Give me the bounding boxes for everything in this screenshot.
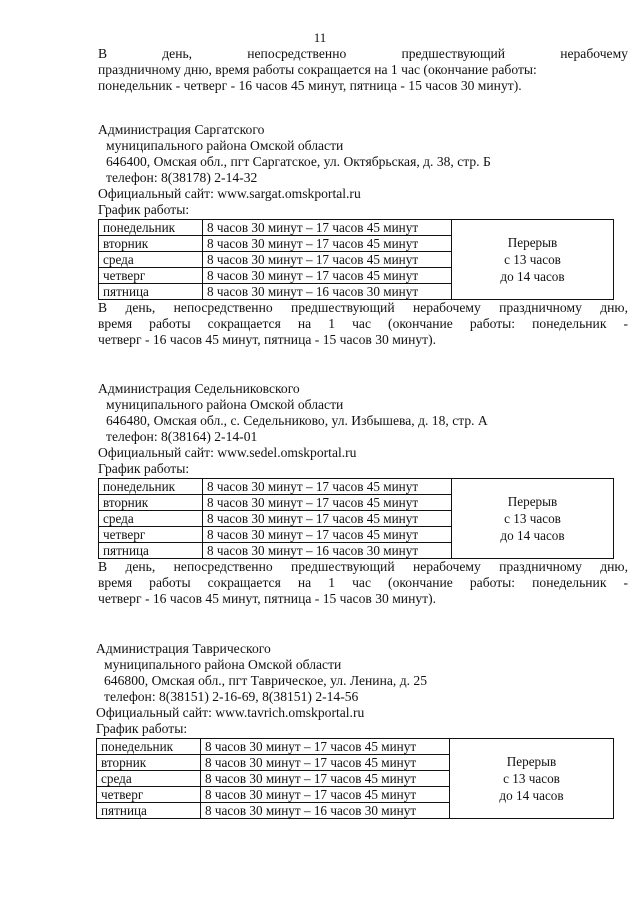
section-sargat	[98, 122, 628, 348]
schedule-label: График работы:	[96, 721, 188, 736]
schedule-label: График работы:	[98, 461, 190, 476]
intro-line-2: праздничному дню, время работы сокращается на 1 час (окончание работы:	[98, 62, 537, 77]
hours-cell: 8 часов 30 минут – 17 часов 45 минут	[201, 755, 450, 771]
break-end: до 14 часов	[499, 788, 564, 803]
hours-cell: 8 часов 30 минут – 16 часов 30 минут	[203, 543, 452, 559]
section-sedel	[98, 381, 628, 607]
break-cell	[450, 739, 614, 819]
break-end: до 14 часов	[500, 269, 565, 284]
hours-cell: 8 часов 30 минут – 17 часов 45 минут	[201, 787, 450, 803]
break-end: до 14 часов	[500, 528, 565, 543]
section-site: Официальный сайт: www.tavrich.omskportal.ru	[96, 705, 365, 720]
note-line: В день, непосредственно предшествующий нерабочему праздничному дню,	[98, 300, 628, 315]
section-name: Администрация Саргатского	[98, 122, 265, 137]
hours-cell: 8 часов 30 минут – 16 часов 30 минут	[203, 284, 452, 300]
break-start: с 13 часов	[504, 511, 561, 526]
intro-word: день,	[162, 46, 193, 61]
intro-line-3: понедельник - четверг - 16 часов 45 минут, пятница - 15 часов 30 минут).	[98, 78, 522, 93]
day-cell: понедельник	[99, 220, 203, 236]
day-cell: пятница	[97, 803, 201, 819]
table-row	[99, 220, 614, 236]
hours-cell: 8 часов 30 минут – 17 часов 45 минут	[203, 511, 452, 527]
break-start: с 13 часов	[503, 771, 560, 786]
break-title: Перерыв	[506, 754, 557, 769]
section-phone: телефон: 8(38164) 2-14-01	[106, 429, 258, 444]
section-district: муниципального района Омской области	[106, 138, 344, 153]
hours-cell: 8 часов 30 минут – 17 часов 45 минут	[201, 771, 450, 787]
section-address: 646800, Омская обл., пгт Таврическое, ул. Ленина, д. 25	[104, 673, 427, 688]
break-cell	[452, 479, 614, 559]
day-cell: понедельник	[99, 479, 203, 495]
section-site: Официальный сайт: www.sedel.omskportal.ru	[98, 445, 357, 460]
section-phone: телефон: 8(38178) 2-14-32	[106, 170, 258, 185]
break-title: Перерыв	[507, 494, 558, 509]
page-number: 11	[313, 30, 327, 45]
day-cell: вторник	[97, 755, 201, 771]
section-tavrich	[96, 641, 626, 819]
section-address: 646400, Омская обл., пгт Саргатское, ул. Октябрьская, д. 38, стр. Б	[106, 154, 491, 169]
break-cell	[452, 220, 614, 300]
hours-cell: 8 часов 30 минут – 16 часов 30 минут	[201, 803, 450, 819]
hours-cell: 8 часов 30 минут – 17 часов 45 минут	[203, 252, 452, 268]
schedule-table	[96, 738, 614, 819]
note-line: время работы сокращается на 1 час (окончание работы: понедельник -	[98, 575, 628, 590]
table-row	[99, 479, 614, 495]
schedule-label: График работы:	[98, 202, 190, 217]
section-site: Официальный сайт: www.sargat.omskportal.ru	[98, 186, 361, 201]
intro-word: нерабочему	[560, 46, 628, 61]
section-phone: телефон: 8(38151) 2-16-69, 8(38151) 2-14-56	[104, 689, 359, 704]
day-cell: вторник	[99, 495, 203, 511]
hours-cell: 8 часов 30 минут – 17 часов 45 минут	[203, 527, 452, 543]
note-line: время работы сокращается на 1 час (окончание работы: понедельник -	[98, 316, 628, 331]
section-district: муниципального района Омской области	[104, 657, 342, 672]
day-cell: вторник	[99, 236, 203, 252]
intro-line-1	[98, 46, 628, 62]
hours-cell: 8 часов 30 минут – 17 часов 45 минут	[203, 268, 452, 284]
section-name: Администрация Седельниковского	[98, 381, 300, 396]
day-cell: четверг	[97, 787, 201, 803]
section-name: Администрация Таврического	[96, 641, 271, 656]
day-cell: среда	[99, 252, 203, 268]
day-cell: четверг	[99, 527, 203, 543]
day-cell: пятница	[99, 284, 203, 300]
day-cell: среда	[99, 511, 203, 527]
hours-cell: 8 часов 30 минут – 17 часов 45 минут	[203, 236, 452, 252]
intro-word: непосредственно	[247, 46, 347, 61]
day-cell: пятница	[99, 543, 203, 559]
intro-paragraph	[98, 46, 628, 94]
hours-cell: 8 часов 30 минут – 17 часов 45 минут	[203, 495, 452, 511]
day-cell: четверг	[99, 268, 203, 284]
table-row	[97, 739, 614, 755]
day-cell: среда	[97, 771, 201, 787]
schedule-table	[98, 478, 614, 559]
hours-cell: 8 часов 30 минут – 17 часов 45 минут	[203, 220, 452, 236]
section-district: муниципального района Омской области	[106, 397, 344, 412]
schedule-table	[98, 219, 614, 300]
note-line: четверг - 16 часов 45 минут, пятница - 15 часов 30 минут).	[98, 332, 437, 347]
hours-cell: 8 часов 30 минут – 17 часов 45 минут	[203, 479, 452, 495]
intro-word: предшествующий	[401, 46, 506, 61]
break-start: с 13 часов	[504, 252, 561, 267]
break-title: Перерыв	[507, 235, 558, 250]
day-cell: понедельник	[97, 739, 201, 755]
note-line: В день, непосредственно предшествующий нерабочему праздничному дню,	[98, 559, 628, 574]
hours-cell: 8 часов 30 минут – 17 часов 45 минут	[201, 739, 450, 755]
note-line: четверг - 16 часов 45 минут, пятница - 15 часов 30 минут).	[98, 591, 437, 606]
section-address: 646480, Омская обл., с. Седельниково, ул. Избышева, д. 18, стр. А	[106, 413, 488, 428]
intro-word: В	[98, 46, 108, 61]
